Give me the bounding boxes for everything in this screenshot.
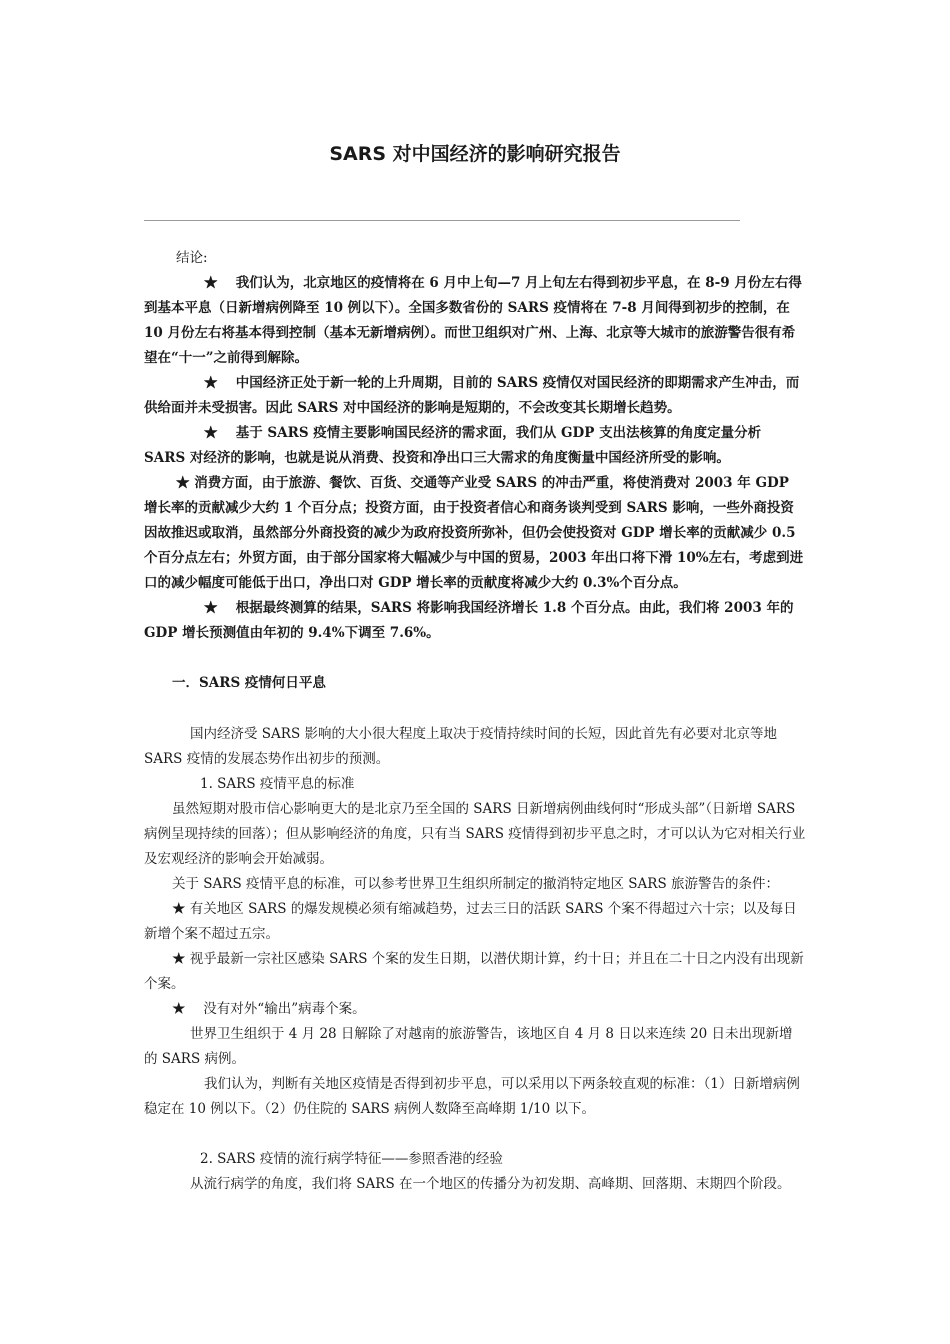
paragraph: 我们认为，判断有关地区疫情是否得到初步平息，可以采用以下两条较直观的标准：（1）日新增病例稳定在 10 例以下。（2）仍住院的 SARS 病例人数降至高峰期 1/10 以下。 — [144, 1076, 800, 1117]
document-title: SARS 对中国经济的影响研究报告 — [329, 143, 621, 165]
conclusion-bullet-3: ★ 基于 SARS 疫情主要影响国民经济的需求面，我们从 GDP 支出法核算的角度定量分析 SARS 对经济的影响，也就是说从消费、投资和净出口三大需求的角度衡量中国经济所受的影响。 — [144, 425, 762, 466]
conclusion-bullet-2: ★ 中国经济正处于新一轮的上升周期，目前的 SARS 疫情仅对国民经济的即期需求产生冲击，而供给面并未受损害。因此 SARS 对中国经济的影响是短期的，不会改变其长期增长趋势。 — [144, 375, 800, 416]
paragraph: 世界卫生组织于 4 月 28 日解除了对越南的旅游警告，该地区自 4 月 8 日以来连续 20 日未出现新增的 SARS 病例。 — [144, 1026, 793, 1067]
paragraph: 从流行病学的角度，我们将 SARS 在一个地区的传播分为初发期、高峰期、回落期、末期四个阶段。 — [190, 1176, 791, 1192]
conclusion-bullet-5: ★ 根据最终测算的结果，SARS 将影响我国经济增长 1.8 个百分点。由此，我们将 2003 年的 GDP 增长预测值由年初的 9.4%下调至 7.6%。 — [144, 600, 794, 641]
document-body — [144, 246, 806, 1197]
subsection-title-1: 1. SARS 疫情平息的标准 — [200, 776, 355, 792]
horizontal-rule — [144, 220, 740, 221]
section-heading: 一．SARS 疫情何日平息 — [172, 675, 326, 691]
paragraph: 虽然短期对股市信心影响更大的是北京乃至全国的 SARS 日新增病例曲线何时“形成头部”（日新增 SARS 病例呈现持续的回落）；但从影响经济的角度，只有当 SARS 疫情得到初步平息之时，才可以认为它对相关行业及宏观经济的影响会开始减弱。 — [144, 801, 806, 867]
conclusion-bullet-1: ★ 我们认为，北京地区的疫情将在 6 月中上旬—7 月上旬左右得到初步平息，在 8-9 月份左右得到基本平息（日新增病例降至 10 例以下）。全国多数省份的 SARS 疫情将在 7-8 月间得到初步的控制，在 10 月份左右将基本得到控制（基本无新增病例）。而世卫组织对广州、上海、北京等大城市的旅游警告很有希望在“十一”之前得到解除。 — [144, 275, 802, 366]
who-condition-1: ★ 有关地区 SARS 的爆发规模必须有缩减趋势，过去三日的活跃 SARS 个案不得超过六十宗；以及每日新增个案不超过五宗。 — [144, 901, 797, 942]
conclusion-label: 结论: — [176, 250, 208, 266]
section-intro-paragraph: 国内经济受 SARS 影响的大小很大程度上取决于疫情持续时间的长短，因此首先有必要对北京等地 SARS 疫情的发展态势作出初步的预测。 — [144, 726, 777, 767]
subsection-title-2: 2. SARS 疫情的流行病学特征——参照香港的经验 — [200, 1151, 503, 1167]
who-condition-2: ★ 视乎最新一宗社区感染 SARS 个案的发生日期，以潜伏期计算，约十日；并且在二十日之内没有出现新个案。 — [144, 951, 804, 992]
paragraph: 关于 SARS 疫情平息的标准，可以参考世界卫生组织所制定的撤消特定地区 SARS 旅游警告的条件： — [172, 876, 779, 892]
who-condition-3: ★ 没有对外“输出”病毒个案。 — [172, 1001, 366, 1017]
conclusion-bullet-4: ★ 消费方面，由于旅游、餐饮、百货、交通等产业受 SARS 的冲击严重，将使消费对 2003 年 GDP 增长率的贡献减少大约 1 个百分点；投资方面，由于投资者信心和商务谈判受到 SARS 影响，一些外商投资因故推迟或取消，虽然部分外商投资的减少为政府投资所弥补，但仍会使投资对 GDP 增长率的贡献减少 0.5 个百分点左右；外贸方面，由于部分国家将大幅减少与中国的贸易，2003 年出口将下滑 10%左右，考虑到进口的减少幅度可能低于出口，净出口对 GDP 增长率的贡献度将减少大约 0.3%个百分点。 — [144, 475, 804, 591]
